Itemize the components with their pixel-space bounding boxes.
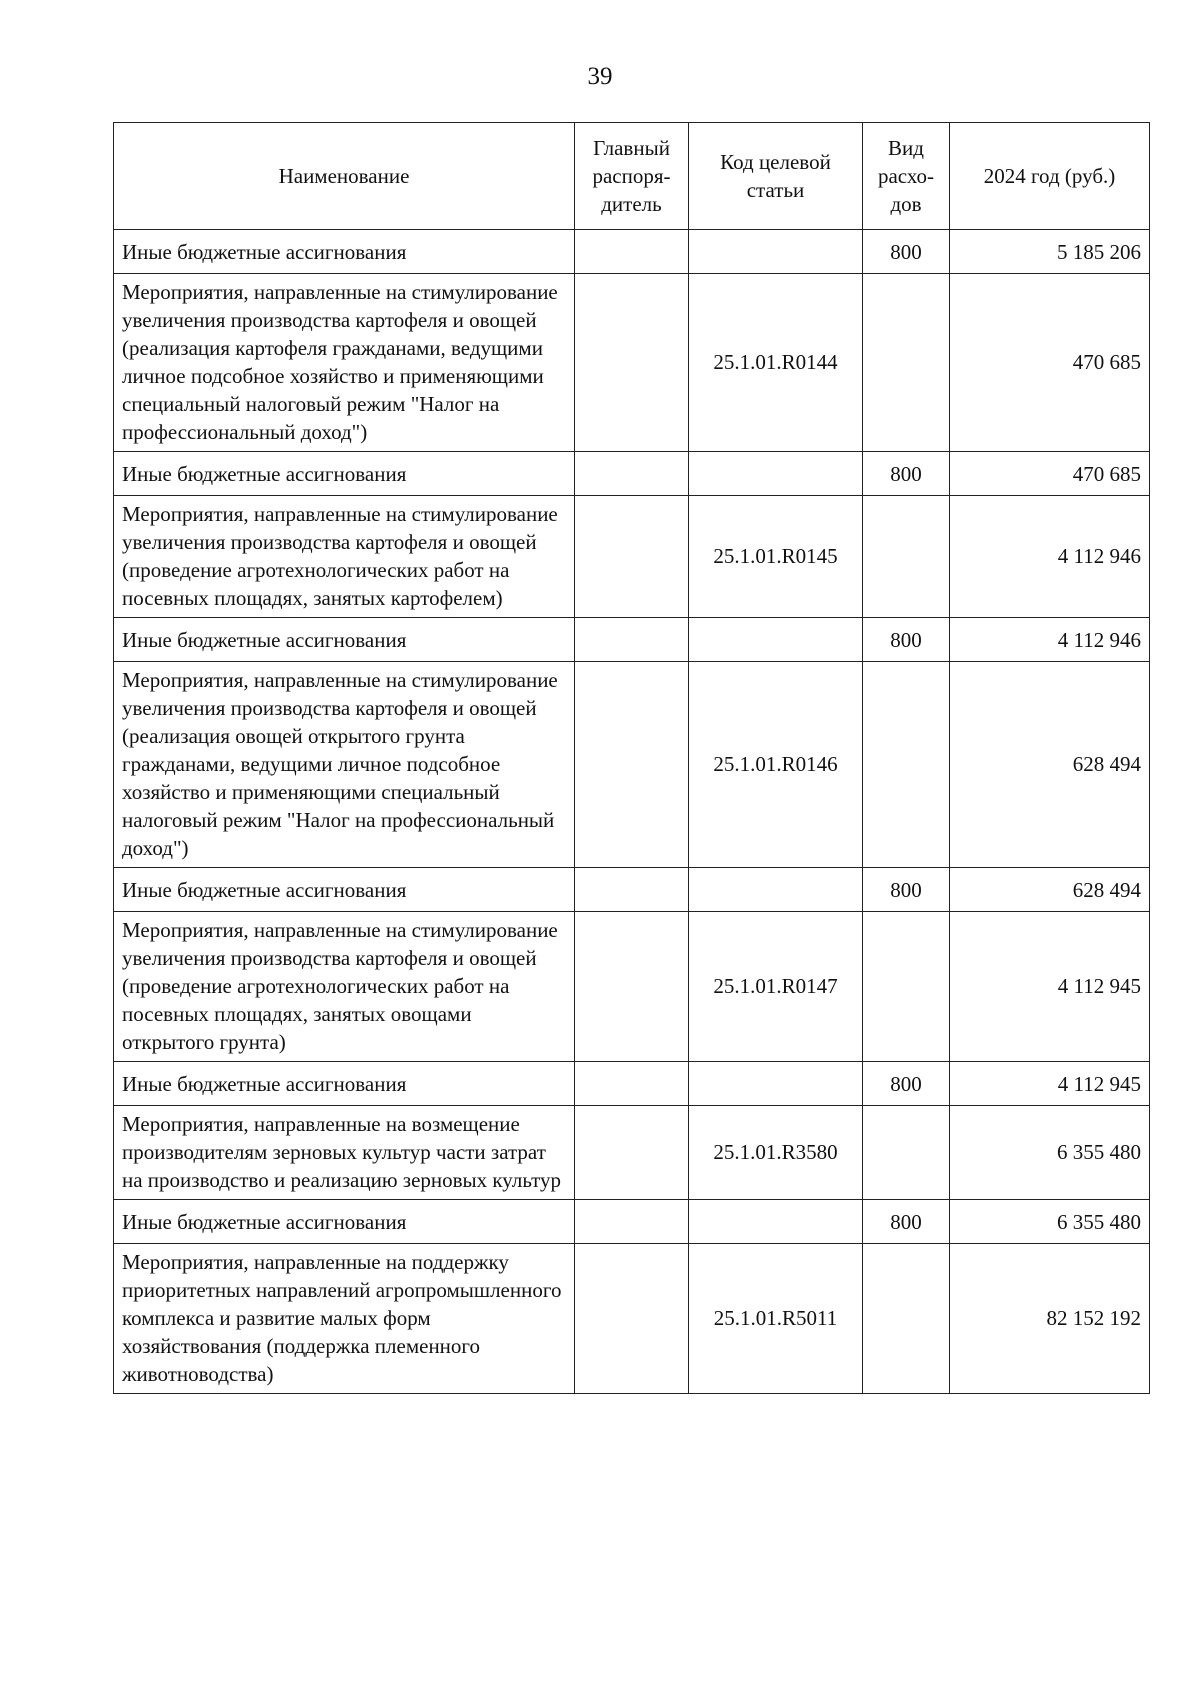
- header-row: [114, 123, 1150, 230]
- row-sum: 6 355 480: [950, 1106, 1150, 1200]
- row-admin: [575, 230, 689, 274]
- row-code: [689, 1062, 863, 1106]
- row-sum: 5 185 206: [950, 230, 1150, 274]
- row-admin: [575, 452, 689, 496]
- table-row: [114, 1062, 1150, 1106]
- row-sum: 628 494: [950, 868, 1150, 912]
- row-sum: 470 685: [950, 274, 1150, 452]
- row-admin: [575, 912, 689, 1062]
- table-row: [114, 496, 1150, 618]
- header-name: Наименование: [114, 123, 575, 230]
- table-row: [114, 230, 1150, 274]
- row-code: [689, 618, 863, 662]
- row-admin: [575, 1244, 689, 1394]
- table-row: [114, 912, 1150, 1062]
- row-type: [863, 496, 950, 618]
- row-admin: [575, 662, 689, 868]
- row-type: 800: [863, 868, 950, 912]
- table-row: [114, 452, 1150, 496]
- row-admin: [575, 868, 689, 912]
- header-sum: 2024 год (руб.): [950, 123, 1150, 230]
- row-type: 800: [863, 618, 950, 662]
- row-admin: [575, 1062, 689, 1106]
- row-name: Иные бюджетные ассигнования: [114, 452, 575, 496]
- row-name: Иные бюджетные ассигнования: [114, 230, 575, 274]
- row-code: [689, 452, 863, 496]
- row-code: [689, 1200, 863, 1244]
- table-row: [114, 618, 1150, 662]
- row-code: 25.1.01.R0144: [689, 274, 863, 452]
- row-code: 25.1.01.R3580: [689, 1106, 863, 1200]
- row-name: Иные бюджетные ассигнования: [114, 1200, 575, 1244]
- header-code: Код целевой статьи: [689, 123, 863, 230]
- row-admin: [575, 496, 689, 618]
- row-sum: 82 152 192: [950, 1244, 1150, 1394]
- row-sum: 470 685: [950, 452, 1150, 496]
- table-row: [114, 274, 1150, 452]
- row-sum: 4 112 945: [950, 912, 1150, 1062]
- page-number: 39: [587, 63, 613, 90]
- row-admin: [575, 274, 689, 452]
- row-name: Мероприятия, направленные на стимулирование увеличения производства картофеля и овощей (реализация овощей открытого грунта гражданами, ведущими личное подсобное хозяйство и применяющими специальный налоговый режим "Налог на профессиональный доход"): [114, 662, 575, 868]
- row-type: 800: [863, 1062, 950, 1106]
- row-sum: 6 355 480: [950, 1200, 1150, 1244]
- row-type: 800: [863, 452, 950, 496]
- row-type: 800: [863, 230, 950, 274]
- row-code: [689, 230, 863, 274]
- row-name: Иные бюджетные ассигнования: [114, 1062, 575, 1106]
- row-type: [863, 274, 950, 452]
- table-row: [114, 662, 1150, 868]
- row-name: Иные бюджетные ассигнования: [114, 618, 575, 662]
- row-type: [863, 912, 950, 1062]
- row-name: Иные бюджетные ассигнования: [114, 868, 575, 912]
- row-type: [863, 1244, 950, 1394]
- row-name: Мероприятия, направленные на возмещение производителям зерновых культур части затрат на производство и реализацию зерновых культур: [114, 1106, 575, 1200]
- header-type: Вид расхо-дов: [863, 123, 950, 230]
- row-admin: [575, 618, 689, 662]
- row-sum: 4 112 945: [950, 1062, 1150, 1106]
- table-row: [114, 1200, 1150, 1244]
- row-name: Мероприятия, направленные на стимулирование увеличения производства картофеля и овощей (проведение агротехнологических работ на посевных площадях, занятых овощами открытого грунта): [114, 912, 575, 1062]
- table-header: [114, 123, 1150, 230]
- row-sum: 628 494: [950, 662, 1150, 868]
- row-name: Мероприятия, направленные на стимулирование увеличения производства картофеля и овощей (проведение агротехнологических работ на посевных площадях, занятых картофелем): [114, 496, 575, 618]
- row-type: 800: [863, 1200, 950, 1244]
- table-body: [114, 230, 1150, 1394]
- row-admin: [575, 1200, 689, 1244]
- row-name: Мероприятия, направленные на стимулирование увеличения производства картофеля и овощей (реализация картофеля гражданами, ведущими личное подсобное хозяйство и применяющими специальный налоговый режим "Налог на профессиональный доход"): [114, 274, 575, 452]
- row-name: Мероприятия, направленные на поддержку приоритетных направлений агропромышленного комплекса и развитие малых форм хозяйствования (поддержка племенного животноводства): [114, 1244, 575, 1394]
- row-code: 25.1.01.R0146: [689, 662, 863, 868]
- row-type: [863, 1106, 950, 1200]
- table-row: [114, 1244, 1150, 1394]
- row-code: 25.1.01.R0147: [689, 912, 863, 1062]
- row-code: 25.1.01.R0145: [689, 496, 863, 618]
- table-row: [114, 1106, 1150, 1200]
- row-type: [863, 662, 950, 868]
- row-code: 25.1.01.R5011: [689, 1244, 863, 1394]
- budget-table: [113, 122, 1150, 1394]
- row-admin: [575, 1106, 689, 1200]
- table-row: [114, 868, 1150, 912]
- row-code: [689, 868, 863, 912]
- row-sum: 4 112 946: [950, 618, 1150, 662]
- row-sum: 4 112 946: [950, 496, 1150, 618]
- header-admin: Главный распоря-дитель: [575, 123, 689, 230]
